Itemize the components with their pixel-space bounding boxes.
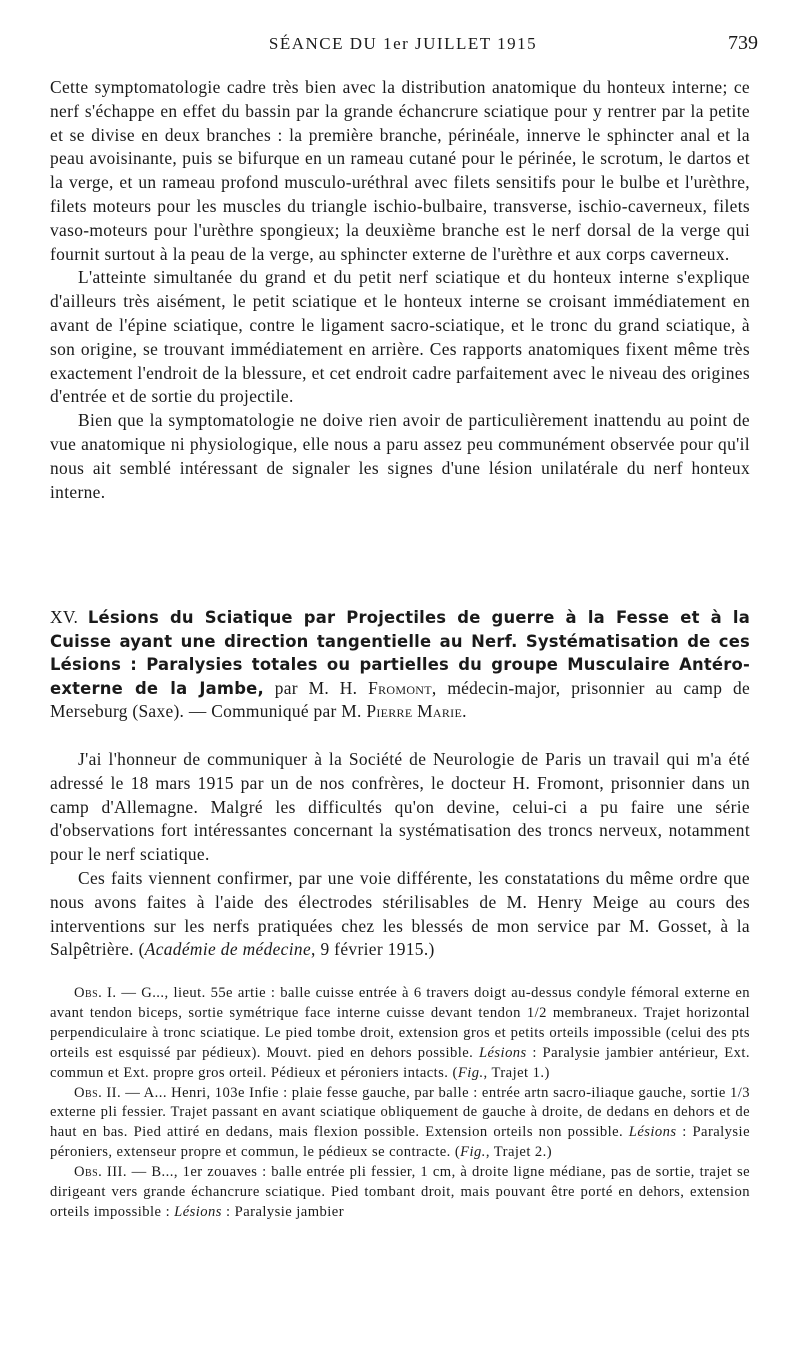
obs-label: Obs. II. bbox=[74, 1084, 122, 1101]
lesions-label: Lésions bbox=[478, 1044, 527, 1061]
observation-3 bbox=[50, 1163, 750, 1223]
observations bbox=[50, 984, 750, 1223]
citation-academie: Académie de médecine bbox=[144, 939, 312, 960]
obs-label: Obs. III. bbox=[74, 1164, 127, 1181]
byline-middle: , médecin-major, prisonnier au camp de Merseburg (Saxe). — Communiqué par M. bbox=[50, 677, 750, 722]
paragraph-conclusion: Bien que la symptomatologie ne doive rien avoir de particulièrement inattendu au point de vue anatomique ni physiologique, elle nous a paru assez peu communément observée pour qu'il nous ait semblé intéressant de signaler les signes d'une lésion unilatérale du nerf honteux interne. bbox=[50, 410, 750, 502]
obs-text: , Trajet 1.) bbox=[483, 1064, 550, 1081]
intro-paragraph-2 bbox=[50, 867, 750, 962]
lesions-label: Lésions bbox=[174, 1203, 222, 1220]
section-title-block bbox=[50, 606, 750, 723]
obs-text: — A... Henri, 103e Infie : plaie fesse gauche, par balle : entrée artn sacro-iliaque gauche, sortie 1/3 externe pli fessier. Trajet passant en avant sciatique obliquement de gauche à droite, de dedans en dehors et de haut en bas. Pied attiré en dedans, mais flexion possible. Extension orteils non possible. bbox=[50, 1084, 750, 1141]
body-text-top bbox=[50, 76, 750, 504]
intro-paragraph-1: J'ai l'honneur de communiquer à la Société de Neurologie de Paris un travail qui m'a été adressé le 18 mars 1915 par un de nos confrères, le docteur H. Fromont, prisonnier dans un camp d'Allemagne. Malgré les difficultés qu'on devine, celui-ci a pu faire une série d'observations fort intéressantes concernant la systématisation des troncs nerveux, notamment pour le nerf sciatique. bbox=[50, 749, 750, 865]
observation-2 bbox=[50, 1084, 750, 1164]
obs-text: : Paralysie péroniers, extenseur propre et commun, le pédieux se contracte. ( bbox=[50, 1124, 750, 1161]
intro-p2-start: Ces faits viennent confirmer, par une voie différente, les constatations du même ordre que nous avons faites à l'aide des électrodes stérilisables de M. Henry Meige au cours des interventions sur les nerfs pratiquées chez les blessés de mon service par M. Gosset, à la Salpêtrière. ( bbox=[50, 867, 750, 960]
obs-text: — G..., lieut. 55e artie : balle cuisse entrée à 6 travers doigt au-dessus condyle fémoral externe en avant tendon biceps, sortie symétrique face interne cuisse devant tendon 1/2 membraneux. Trajet horizontal perpendiculaire à tronc sciatique. Le pied tombe droit, extension gros et petits orteils impossible (celui des pts orteils est esquissé par pédieux). Mouvt. pied en dehors possible. bbox=[50, 985, 750, 1061]
obs-text: : Paralysie jambier bbox=[221, 1203, 345, 1220]
running-title: SÉANCE DU 1er JUILLET 1915 bbox=[268, 34, 538, 53]
byline-end: . bbox=[462, 701, 467, 722]
section-title: Lésions du Sciatique par Projectiles de guerre à la Fesse et à la Cuisse ayant une direction tangentielle au Nerf. Systématisation de ces Lésions : Paralysies totales ou partielles du groupe Musculaire Antéro-externe de la Jambe, bbox=[50, 608, 751, 698]
obs-text: — B..., 1er zouaves : balle entrée pli fessier, 1 cm, à droite ligne médiane, pas de sortie, trajet se dirigeant vers grande échancrure sciatique. Pied tombant droit, mais pouvant être porté en dehors, extension orteils impossible : bbox=[50, 1164, 750, 1220]
obs-text: : Paralysie jambier antérieur, Ext. commun et Ext. propre gros orteil. Pédieux et péroniers intacts. ( bbox=[50, 1044, 750, 1081]
author-name: Fromont bbox=[368, 677, 432, 698]
obs-text: , Trajet 2.) bbox=[485, 1144, 553, 1161]
observation-1 bbox=[50, 984, 750, 1084]
intro-p2-end: , 9 février 1915.) bbox=[311, 939, 435, 960]
paragraph-anatomy: Cette symptomatologie cadre très bien avec la distribution anatomique du honteux interne; ce nerf s'échappe en effet du bassin par la grande échancrure sciatique pour y rentrer par la petite et se divise en deux branches : la première branche, périnéale, innerve le sphincter anal et la peau avoisinante, puis se bifurque en un rameau cutané pour le périnée, le scrotum, le dartos et la verge, et un rameau profond musculo-uréthral avec filets sensitifs pour le bulbe et l'urèthre, filets moteurs pour les muscles du triangle ischio-bulbaire, transverse, ischio-caverneux, filets vaso-moteurs pour l'urèthre spongieux; la deuxième branche est le nerf dorsal de la verge qui fournit surtout à la peau de la verge, au sphincter externe de l'urèthre et aux corps caverneux. bbox=[50, 77, 750, 264]
fig-label: Fig. bbox=[460, 1144, 486, 1161]
lesions-label: Lésions bbox=[628, 1124, 677, 1141]
running-head bbox=[48, 34, 758, 60]
section-number: XV. bbox=[50, 607, 79, 627]
introduction bbox=[50, 748, 750, 962]
byline-prefix: par M. H. bbox=[274, 677, 358, 698]
page-number: 739 bbox=[728, 32, 758, 54]
section-heading bbox=[50, 606, 750, 723]
obs-label: Obs. I. bbox=[74, 985, 117, 1001]
presenter-name: Pierre Marie bbox=[366, 701, 463, 722]
paragraph-croisement: L'atteinte simultanée du grand et du petit nerf sciatique et du honteux interne s'explique d'ailleurs très aisément, le petit sciatique et le honteux interne se croisant immédiatement en avant de l'épine sciatique, contre le ligament sacro-sciatique, et le tronc du grand sciatique, à son origine, se trouvant immédiatement en arrière. Ces rapports anatomiques fixent même très exactement l'endroit de la blessure, et cet endroit cadre parfaitement avec le niveau des origines d'entrée et de sortie du projectile. bbox=[50, 267, 750, 407]
fig-label: Fig. bbox=[457, 1064, 484, 1081]
